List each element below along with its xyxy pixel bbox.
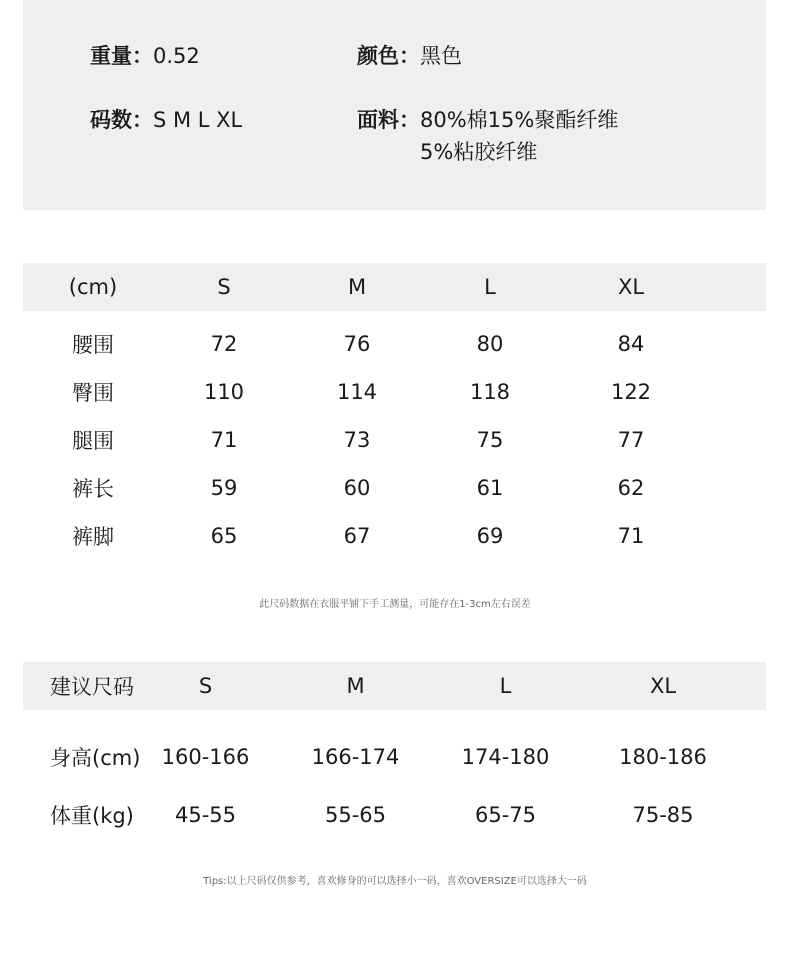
table-cell: 84 — [617, 332, 645, 356]
weight-value: 0.52 — [153, 44, 200, 68]
table-header-row — [23, 263, 766, 311]
table-cell: 75 — [476, 428, 504, 452]
size-measurement-table — [23, 263, 766, 560]
sizes-label: 码数： — [90, 108, 153, 132]
row-label: 腿围 — [72, 429, 114, 453]
table-cell: 67 — [343, 524, 371, 548]
row-label: 臀围 — [72, 381, 114, 405]
table-cell: 122 — [610, 380, 652, 404]
table-cell: 174-180 — [461, 745, 550, 769]
row-label: 体重(kg) — [50, 804, 134, 828]
table-cell: 45-55 — [174, 803, 237, 827]
info-material — [357, 104, 647, 168]
weight-label: 重量： — [90, 44, 153, 68]
table-cell: 160-166 — [161, 745, 250, 769]
header-size-m: M — [346, 674, 365, 698]
table-body — [23, 710, 766, 844]
table-cell: 55-65 — [324, 803, 387, 827]
table-cell: 60 — [343, 476, 371, 500]
table-cell: 62 — [617, 476, 645, 500]
color-label: 颜色： — [357, 44, 420, 68]
table-cell: 69 — [476, 524, 504, 548]
table-cell: 180-186 — [619, 745, 707, 769]
table-cell: 59 — [210, 476, 238, 500]
size-recommendation-table — [23, 662, 766, 844]
header-size-s: S — [217, 275, 231, 299]
info-color — [357, 40, 462, 72]
table-cell: 65-75 — [474, 803, 537, 827]
sizes-value: S M L XL — [153, 108, 243, 132]
row-label: 裤长 — [72, 477, 114, 501]
measurement-note: 此尺码数据在衣服平铺下手工测量，可能存在1-3cm左右误差 — [259, 599, 531, 610]
table-cell: 61 — [476, 476, 504, 500]
table-row — [23, 416, 766, 464]
table-row — [23, 320, 766, 368]
table-row — [23, 728, 766, 786]
table-cell: 75-85 — [632, 803, 694, 827]
table-cell: 77 — [617, 428, 645, 452]
info-sizes — [90, 104, 242, 136]
table-cell: 166-174 — [311, 745, 400, 769]
product-info-panel — [23, 0, 766, 210]
header-unit: (cm) — [68, 275, 118, 299]
table-cell: 80 — [476, 332, 504, 356]
size-tips-note: Tips:以上尺码仅供参考，喜欢修身的可以选择小一码，喜欢OVERSIZE可以选择大一码 — [203, 876, 587, 887]
material-label: 面料： — [357, 108, 420, 132]
table-cell: 65 — [210, 524, 238, 548]
header-recommended-size: 建议尺码 — [50, 675, 134, 699]
table-cell: 110 — [203, 380, 245, 404]
color-value: 黑色 — [420, 44, 462, 68]
row-label: 腰围 — [72, 333, 114, 357]
table-row — [23, 786, 766, 844]
header-size-m: M — [347, 275, 367, 299]
header-size-s: S — [198, 674, 213, 698]
table-cell: 76 — [343, 332, 371, 356]
table-cell: 73 — [343, 428, 371, 452]
header-size-xl: XL — [649, 674, 677, 698]
header-size-l: L — [499, 674, 512, 698]
material-value: 80%棉15%聚酯纤维5%粘胶纤维 — [420, 108, 619, 164]
table-row — [23, 464, 766, 512]
table-cell: 71 — [617, 524, 645, 548]
table-cell: 118 — [469, 380, 511, 404]
table-header-row — [23, 662, 766, 710]
info-weight — [90, 40, 200, 72]
table-cell: 114 — [336, 380, 378, 404]
table-cell: 71 — [210, 428, 238, 452]
row-label: 身高(cm) — [50, 746, 141, 770]
table-cell: 72 — [210, 332, 238, 356]
header-size-l: L — [484, 275, 496, 299]
table-body — [23, 311, 766, 560]
table-row — [23, 512, 766, 560]
row-label: 裤脚 — [72, 525, 114, 549]
header-size-xl: XL — [617, 275, 645, 299]
table-row — [23, 368, 766, 416]
